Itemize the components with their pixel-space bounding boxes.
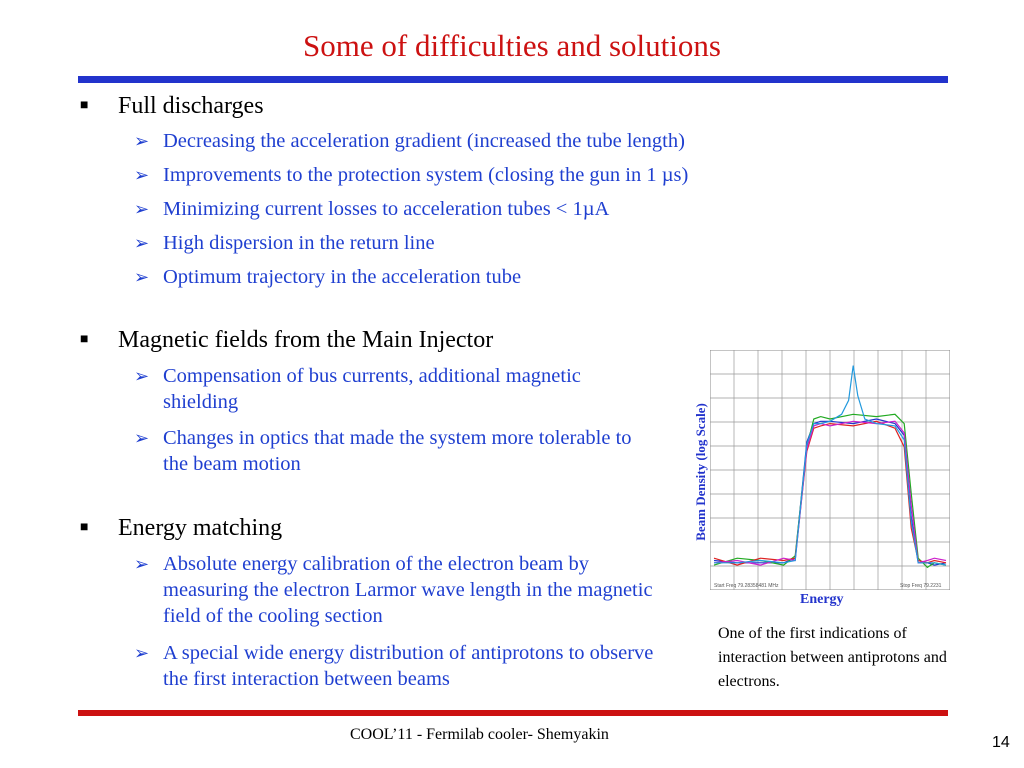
arrow-bullet-icon: ➢ [134, 267, 150, 287]
sub-item-text: Changes in optics that made the system more tolerable to the beam motion [163, 427, 632, 475]
sub-item-text: Decreasing the acceleration gradient (increased the tube length) [163, 130, 685, 152]
sub-item-text: High dispersion in the return line [163, 232, 435, 254]
sub-item-text: A special wide energy distribution of antiprotons to observe the first interaction between beams [163, 642, 654, 690]
slide-title: Some of difficulties and solutions [303, 28, 721, 63]
arrow-bullet-icon: ➢ [134, 199, 150, 219]
bullet-square-icon: ■ [80, 520, 89, 535]
arrow-bullet-icon: ➢ [134, 165, 150, 185]
sub-item-text: Absolute energy calibration of the electron beam by measuring the electron Larmor wave length in the magnetic field of the cooling section [163, 553, 653, 627]
start-freq-label: Start Freq 79.28358481 MHz [714, 583, 779, 589]
bullet-label: Magnetic fields from the Main Injector [118, 327, 494, 353]
beam-density-plot [710, 350, 950, 590]
bullet-label: Full discharges [118, 93, 264, 119]
arrow-bullet-icon: ➢ [134, 131, 150, 151]
stop-freq-label: Stop Freq 79.2231 [900, 583, 942, 589]
bullet-square-icon: ■ [80, 332, 89, 347]
page-number: 14 [992, 734, 1010, 751]
bullet-label: Energy matching [118, 515, 283, 541]
chart-x-axis-label: Energy [800, 592, 844, 607]
arrow-bullet-icon: ➢ [134, 233, 150, 253]
bullet-square-icon: ■ [80, 98, 89, 113]
bottom-divider [78, 710, 948, 716]
arrow-bullet-icon: ➢ [134, 366, 150, 386]
arrow-bullet-icon: ➢ [134, 643, 150, 663]
arrow-bullet-icon: ➢ [134, 554, 150, 574]
chart-y-axis-label: Beam Density (log Scale) [693, 403, 708, 541]
top-divider [78, 76, 948, 83]
sub-item-text: Compensation of bus currents, additional magnetic shielding [163, 365, 581, 413]
sub-item-text: Optimum trajectory in the acceleration tube [163, 266, 522, 288]
arrow-bullet-icon: ➢ [134, 428, 150, 448]
sub-item-text: Improvements to the protection system (closing the gun in 1 µs) [163, 164, 689, 186]
slide-footer: COOL’11 - Fermilab cooler- Shemyakin [350, 726, 609, 743]
figure-caption: One of the first indications of interaction between antiprotons and electrons. [718, 625, 947, 690]
sub-item-text: Minimizing current losses to acceleration tubes < 1µA [163, 198, 610, 220]
